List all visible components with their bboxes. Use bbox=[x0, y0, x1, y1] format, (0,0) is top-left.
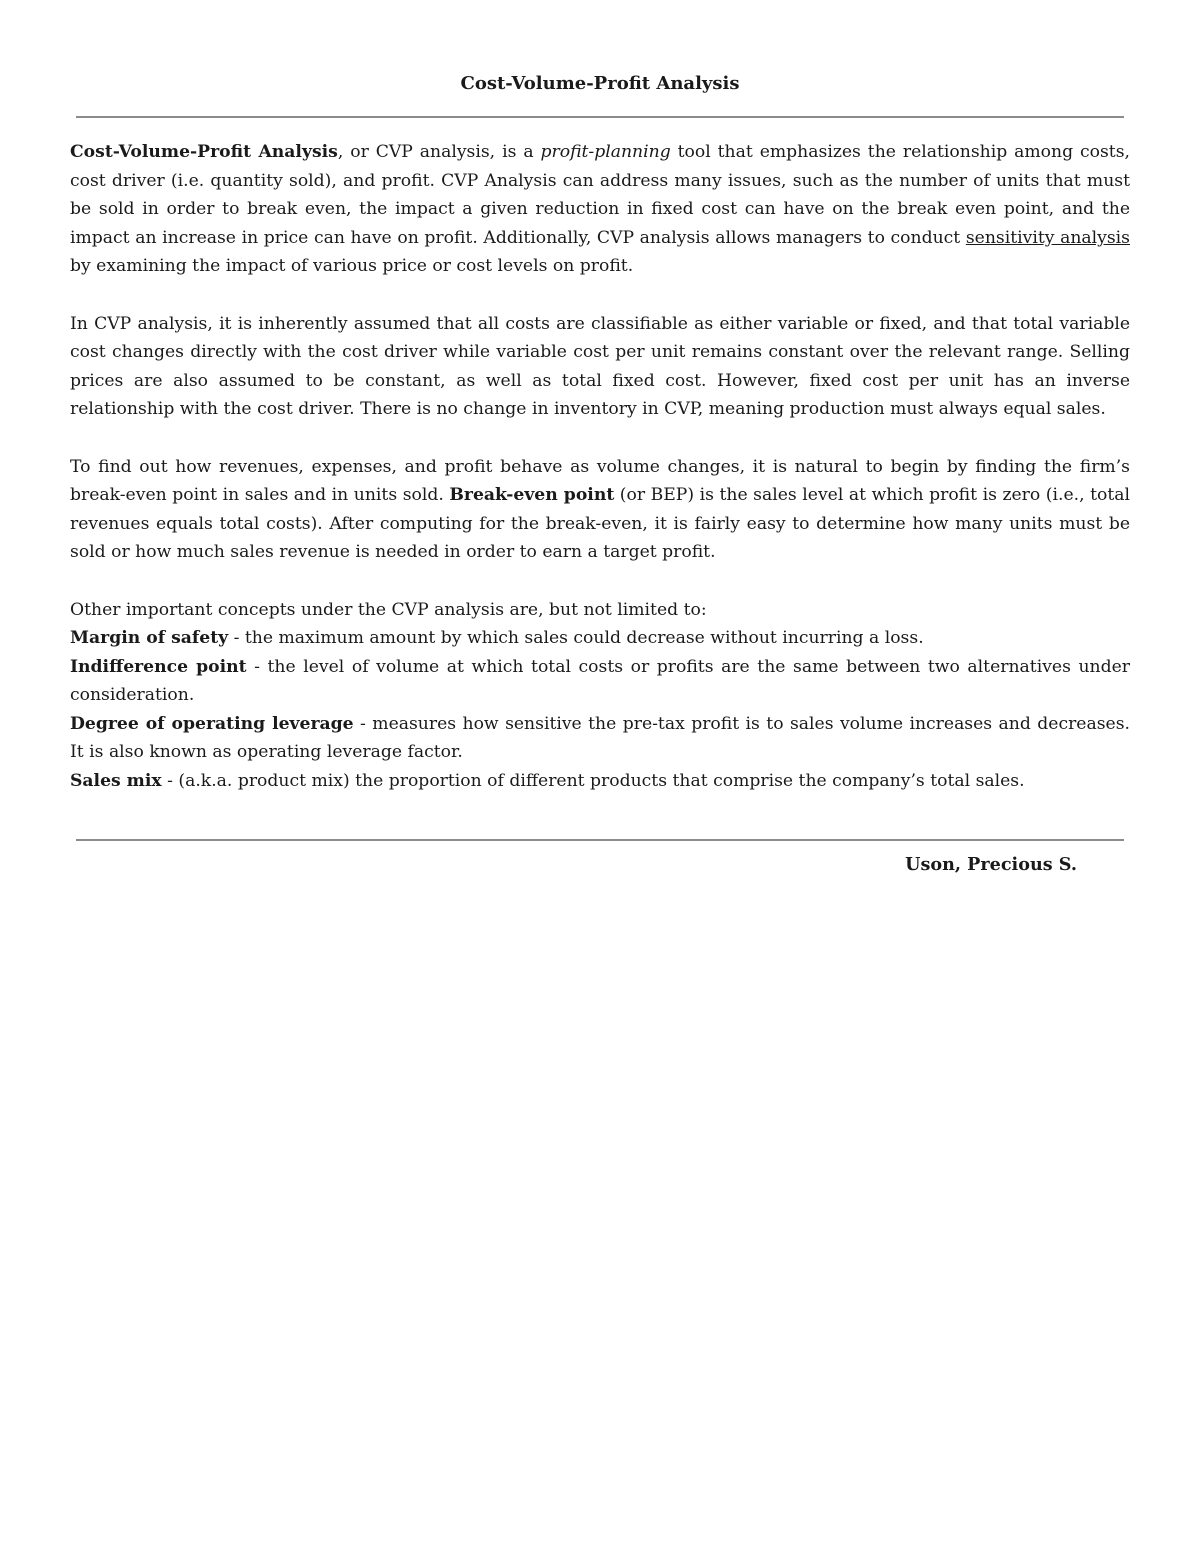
paragraph-text: , or CVP analysis, is a bbox=[337, 142, 541, 162]
concept-definition: - the level of volume at which total costs or profits are the same between two alternatives under consideration. bbox=[70, 656, 1130, 706]
underlined-sensitivity-analysis: sensitivity analysis bbox=[965, 227, 1130, 248]
concept-margin-of-safety bbox=[70, 624, 1130, 653]
term-cvp-analysis: Cost-Volume-Profit Analysis bbox=[70, 142, 338, 162]
concept-term: Indifference point bbox=[70, 656, 247, 677]
paragraph-break-even bbox=[70, 453, 1130, 567]
emphasis-profit-planning: profit-planning bbox=[540, 142, 671, 162]
document-title: Cost-Volume-Profit Analysis bbox=[460, 73, 740, 94]
title-divider bbox=[76, 116, 1124, 118]
concept-definition: - measures how sensitive the pre-tax profit is to sales volume increases and decreases. It is also known as operating leverage factor. bbox=[70, 713, 1131, 763]
concept-term: Margin of safety bbox=[70, 628, 229, 649]
concept-degree-of-operating-leverage bbox=[70, 710, 1130, 767]
concept-definition: - the maximum amount by which sales could decrease without incurring a loss. bbox=[228, 628, 924, 649]
document-body bbox=[70, 138, 1130, 796]
term-break-even-point: Break-even point bbox=[449, 485, 615, 506]
concept-term: Sales mix bbox=[70, 771, 162, 792]
concept-indifference-point bbox=[70, 653, 1130, 710]
paragraph-text: by examining the impact of various price or cost levels on profit. bbox=[70, 256, 634, 277]
concept-term: Degree of operating leverage bbox=[70, 713, 354, 734]
concept-sales-mix bbox=[70, 767, 1130, 796]
author-signature: Uson, Precious S. bbox=[905, 854, 1077, 875]
footer-divider bbox=[76, 839, 1124, 841]
paragraph-cvp-assumptions: In CVP analysis, it is inherently assumed that all costs are classifiable as either variable or fixed, and that total variable cost changes directly with the cost driver while variable cost per unit remains constant over the relevant range. Selling prices are also assumed to be constant, as well as total fixed cost. However, fixed cost per unit has an inverse relationship with the cost driver. There is no change in inventory in CVP, meaning production must always equal sales. bbox=[70, 313, 1130, 420]
paragraph-text: To find out how revenues, expenses, and profit behave as volume changes, it is natural to begin by finding the firm’s break-even point in sales and in units sold. bbox=[70, 456, 1130, 506]
paragraph-cvp-definition bbox=[70, 138, 1130, 281]
paragraph-text: tool that emphasizes the relationship among costs, cost driver (i.e. quantity sold), and profit. CVP Analysis can address many issues, such as the number of units that must be sold in order to break even, the impact a given reduction in fixed cost can have on the break even point, and the impact an increase in price can have on profit. Additionally, CVP analysis allows managers to conduct bbox=[70, 142, 1131, 248]
paragraph-text: (or BEP) is the sales level at which profit is zero (i.e., total revenues equals total costs). After computing for the break-even, it is fairly easy to determine how many units must be sold or how much sales revenue is needed in order to earn a target profit. bbox=[70, 485, 1130, 563]
concept-definition: - (a.k.a. product mix) the proportion of different products that comprise the company’s total sales. bbox=[161, 771, 1025, 792]
concepts-intro: Other important concepts under the CVP analysis are, but not limited to: bbox=[70, 599, 707, 620]
